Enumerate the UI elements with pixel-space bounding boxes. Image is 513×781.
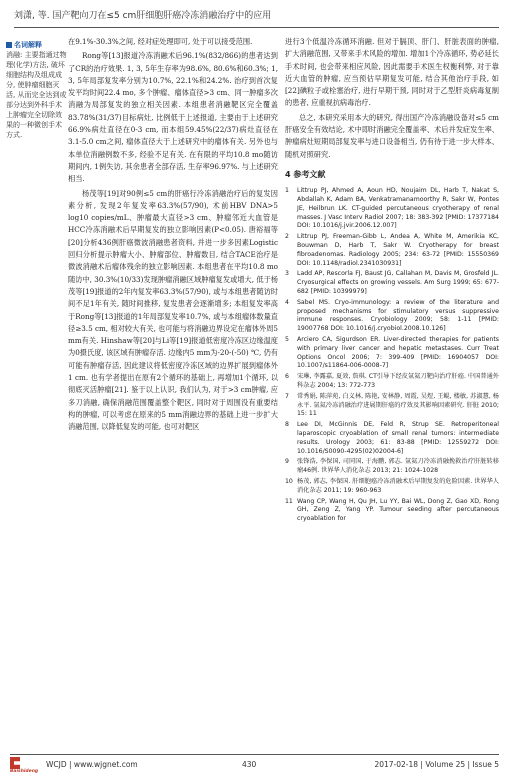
publisher-logo-icon: Baishideng: [10, 757, 40, 773]
issue-info: 2017-02-18 | Volume 25 | Issue 5: [374, 760, 499, 769]
right-column: [285, 36, 499, 526]
paragraph: Rong等[13]报道冷冻消融术后96.1%(832/866)的患者达到了CR的治疗效果. 1, 3, 5年生存率为98.6%, 80.6%和60.3%; 1, 3, 5年局部复发率分别为10.7%, 22.1%和24.2%. 治疗到首次复发平均时间22.4 mo, 多个肿瘤、瘤体直径>3 cm、同一肿瘤多次消融为局部复发的独立相关因素. 本组患者消融靶区完全覆盖83.78%(31/37)目标病灶, 比例低于上述报道, 主要由于上述研究66.9%病灶直径在0-3 cm, 而本组59.45%(22/37)病灶直径在3.1-5.0 cm之间, 瘤体直径大于上述研究中的瘤体有关. 另外也与本单位消融例数不多, 经验不足有关. 在有限的平均10.8 mo随访期间内, 1例失访, 其余患者全部存活, 生存率96.97%. 与上述研究相当.: [68, 51, 278, 184]
header-title: 刘潇, 等. 国产靶向刀在≤5 cm肝细胞肝癌冷冻消融治疗中的应用: [14, 11, 272, 21]
paragraph: 在9.1%-30.3%之间, 经对症处理即可, 处于可以接受范围.: [68, 37, 253, 46]
reference-item: 6 宋琳, 李露嘉, 夏效, 詹琪. CT引导下经皮氩氦刀靶向治疗肝癌. 中国普通外科杂志 2004; 13: 772-773: [285, 373, 499, 389]
reference-item: 8 Lee DI, McGinnis DE, Feld R, Strup SE. Retroperitoneal laparoscopic cryoablation of small renal tumors: intermediate results. Urology 2003; 61: 83-88 [PMID: 12559272 DOI: 10.1016/S0090-4295(02)02004-6]: [285, 421, 499, 455]
glossary-text: 消融: 主要指通过物理(化学)方法, 破坏细胞结构及组成成分, 使肿瘤细胞灭活, 从而完全达到或部分达到外科手术上肿瘤完全切除效果的一种微创手术方式.: [6, 51, 67, 139]
glossary-box: [6, 40, 68, 140]
running-header: [14, 8, 499, 28]
paragraph: 总之, 本研究采用本大的研究, 得出国产冷冻消融设备对≤5 cm肝癌安全有效结论, 术中即时消融完全覆盖率、术后并发症发生率、肿瘤病灶短期局部复发率与进口设备相当, 仍有待于进一步大样本、随机对照研究.: [285, 112, 499, 159]
reference-item: 5 Arciero CA, Sigurdson ER. Liver-directed therapies for patients with primary liver cancer and hepatic metastases. Curr Treat Options Oncol 2006; 7: 399-409 [PMID: 16904057 DOI: 10.1007/s11864-006-0008-7]: [285, 336, 499, 370]
square-bullet-icon: [6, 42, 12, 48]
reference-item: 10 杨茂, 郭志, 李保国. 肝细胞癌冷冻消融术后早期复发的危险因素. 世界华人消化杂志 2011; 19: 960-963: [285, 477, 499, 494]
paragraph: 杨茂等[19]对90例≤5 cm的肝癌行冷冻消融治疗后的复发因素分析, 发现2年复发率63.3%(57/90), 术前HBV DNA>5 log10 copies/mL、肿瘤最大直径>3 cm、肿瘤邻近大血管是HCC冷冻消融术后早期复发的独立影响因素(P<0.05). 唐裕福等[20]分析436例肝癌微波消融患者资料, 并进一步多因素Logistic回归分析提示肿瘤大小、肿瘤部位、肿瘤数目, 结合TACE治疗是微波消融术后瘤体残余的独立影响因素. 本组患者在平均10.8 mo随访中, 30.3%(10/33)发现肿瘤消融区域肿瘤复发或增大, 低于杨茂等[19]报道的2年内复发率63.3%(57/90), 或与本组患者随访时间不足1年有关, 随时间推移, 复发患者会逐渐增多; 本组复发率高于Rong等[13]报道的1年局部复发率10.7%, 或与本组瘤体数量直径≥3.5 cm, 相对较大有关, 也可能与将消融边界设定在瘤体外周5 mm有关. Hinshaw等[20]与Li等[19]报道低密度冷冻区边缘温度为0摄氏度, 该区域有肿瘤存活. 边缘内5 mm为-20-(-50) ℃, 仍有可能有肿瘤存活, 因此建议将低密度冷冻区域的边界扩展到瘤体外1 cm. 也有学者提出在原有2个循环的基础上, 再增加1个循环, 以彻底灭活肿瘤[21]. 鉴于以上认识, 我们认为, 对于>3 cm肿瘤, 应多刀消融, 确保消融范围覆盖整个靶区, 同时对于周围没有重要结构的肿瘤, 可以考虑在原来的5 mm消融边界的基础上进一步扩大消融范围, 以降低复发的可能, 也可对靶区: [68, 188, 278, 432]
reference-item: 7 常秀娟, 陈萍苑, 白义林, 陈艳, 安林静, 周霞, 吴煜, 王鲲, 楼敏, 苏淑慧, 杨永平. 氩氦冷冻消融治疗进展期肝癌的疗效及其影响因素研究. 肝脏 2010; 15: 11: [285, 392, 499, 418]
header-rule: [14, 27, 499, 28]
reference-item: 2 Littrup PJ, Freeman-Gibb L, Andea A, White M, Amerikia KC, Bouwman D, Harb T, Sakr W. Cryotherapy for breast fibroadenomas. Radiology 2005; 234: 63-72 [PMID: 15550369 DOI: 10.1148/radiol.2341030931]: [285, 233, 499, 267]
reference-item: 11 Wang CP, Wang H, Qu JH, Lu YY, Bai WL, Dong Z, Gao XD, Rong GH, Zeng Z, Yang YP. Tumour seeding after percutaneous cryoablation for: [285, 497, 499, 523]
left-column: [68, 36, 278, 436]
paragraph: 进行3个低温冷冻循环消融. 但对于膈顶、肝门、肝脏表面的肿瘤, 扩大消融范围, 又带来手术风险的增加. 增加1个冷冻循环, 势必延长手术时间, 也会带来相应风险, 因此需要手术医生权衡利弊, 对于靠近大血管的肿瘤, 应当预估早期复发可能, 结合其他治疗手段, 如[22]碘粒子或栓塞治疗, 进行早期干预, 同时对于乙型肝炎病毒复制的患者, 应重视抗病毒治疗.: [285, 37, 499, 108]
footer-rule: [10, 754, 499, 755]
reference-item: 9 张锋浩, 李保国, 司同国, 于海鹏, 郭志. 氩氦刀冷冻消融挽救治疗肝脏转移瘤46例. 世界华人消化杂志 2013; 21: 1024-1028: [285, 458, 499, 475]
reference-list: [285, 187, 499, 524]
page-footer: [10, 754, 499, 776]
glossary-heading-text: 名词解释: [14, 41, 42, 49]
page-number: 430: [242, 760, 257, 769]
journal-site: WCJD | www.wjgnet.com: [46, 760, 138, 769]
reference-item: 1 Littrup PJ, Ahmed A, Aoun HD, Noujaim DL, Harb T, Nakat S, Abdallah K, Adam BA, Venkatramanamoorthy R, Sakr W, Pontes JE, Heilbrun LK. CT-guided percutaneous cryotherapy of renal masses. J Vasc Interv Radiol 2007; 18: 383-392 [PMID: 17377184 DOI: 10.1016/j.jvir.2006.12.007]: [285, 187, 499, 230]
glossary-heading: [6, 40, 68, 50]
reference-item: 3 Ladd AP, Rescorla FJ, Baust JG, Callahan M, Davis M, Grosfeld JL. Cryosurgical effects on growing vessels. Am Surg 1999; 65: 677-682 [PMID: 10399979]: [285, 270, 499, 296]
references-heading: 4 参考文献: [285, 169, 326, 179]
reference-item: 4 Sabel MS. Cryo-immunology: a review of the literature and proposed mechanisms for stimulatory versus suppressive immune responses. Cryobiology 2009; 58: 1-11 [PMID: 19007768 DOI: 10.1016/j.cryobiol.2008.10.126]: [285, 298, 499, 333]
